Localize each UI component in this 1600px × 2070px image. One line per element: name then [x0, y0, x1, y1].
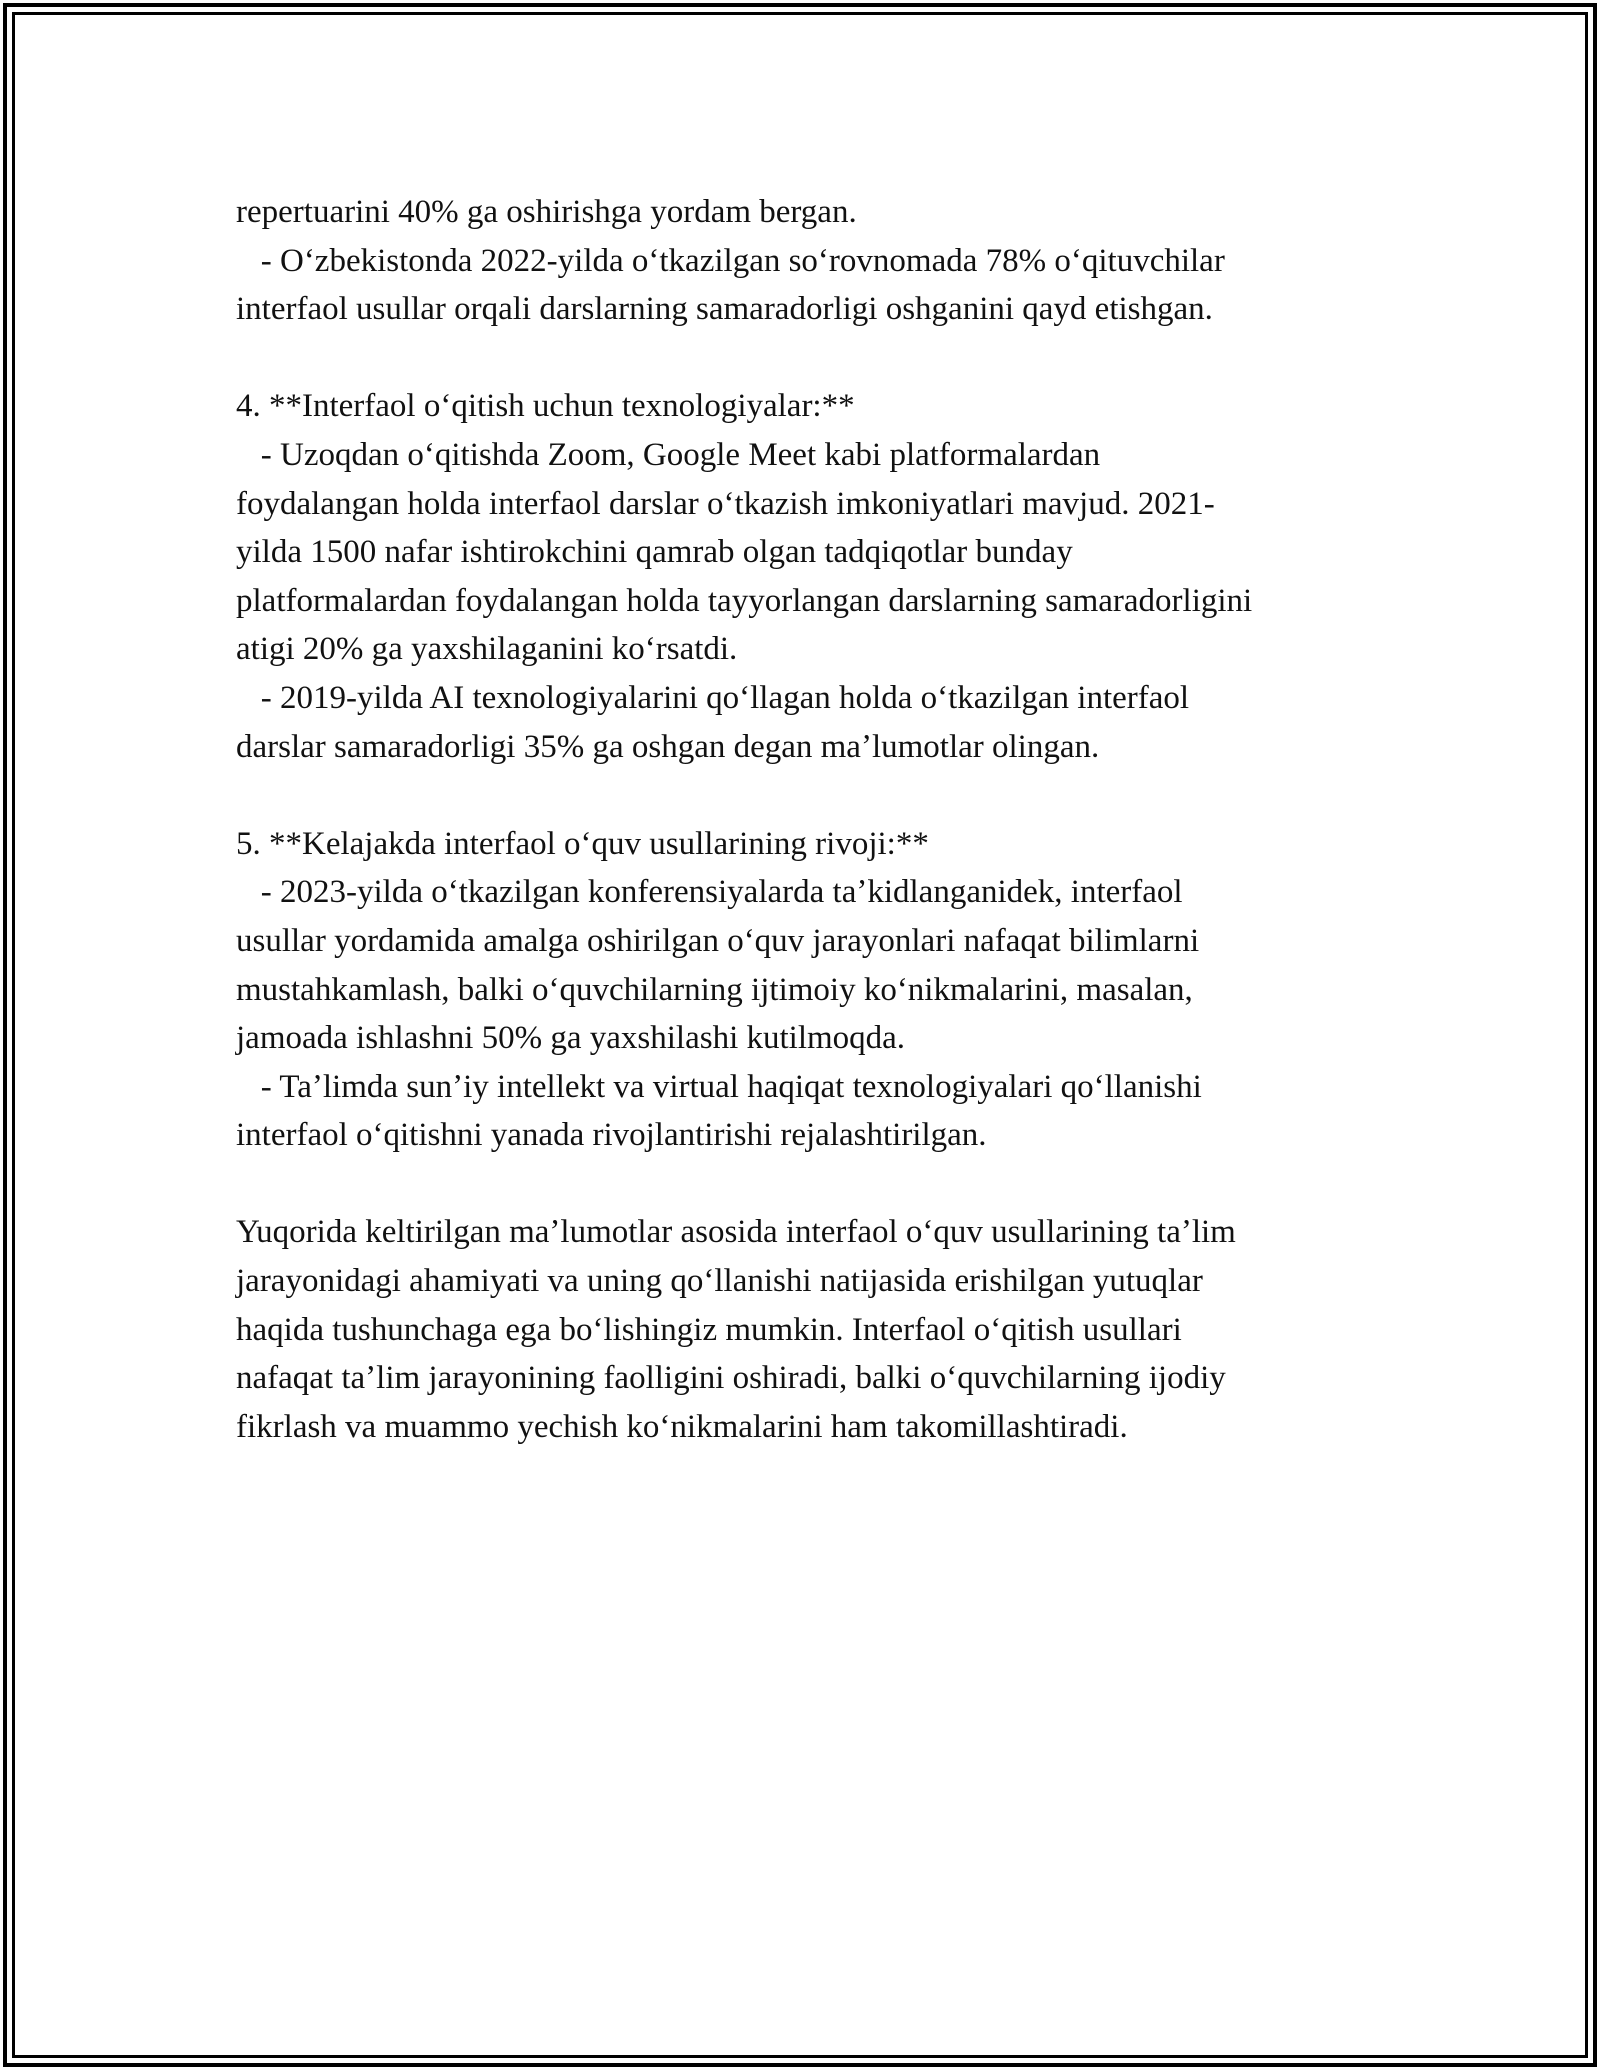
text-line: - 2019-yilda AI texnologiyalarini qoʻllagan holda oʻtkazilgan interfaol [236, 679, 1190, 716]
text-line: - Taʼlimda sunʼiy intellekt va virtual haqiqat texnologiyalari qoʻllanishi [236, 1068, 1202, 1105]
document-body [236, 188, 1426, 1451]
text-line: interfaol oʻqitishni yanada rivojlantirishi rejalashtirilgan. [236, 1117, 987, 1154]
text-line: darslar samaradorligi 35% ga oshgan degan maʼlumotlar olingan. [236, 728, 1100, 765]
text-line: usullar yordamida amalga oshirilgan oʻquv jarayonlari nafaqat bilimlarni [236, 922, 1200, 959]
text-line: Yuqorida keltirilgan maʼlumotlar asosida interfaol oʻquv usullarining taʼlim [236, 1214, 1236, 1251]
text-line: haqida tushunchaga ega boʻlishingiz mumkin. Interfaol oʻqitish usullari [236, 1311, 1182, 1348]
text-line: - 2023-yilda oʻtkazilgan konferensiyalarda taʼkidlanganidek, interfaol [236, 874, 1183, 911]
paragraph-gap [236, 771, 1426, 820]
text-line: - Oʻzbekistonda 2022-yilda oʻtkazilgan soʻrovnomada 78% oʻqituvchilar [236, 242, 1225, 279]
text-line: 5. **Kelajakda interfaol oʻquv usullarining rivoji:** [236, 825, 929, 862]
text-line: atigi 20% ga yaxshilaganini koʻrsatdi. [236, 631, 738, 668]
text-line: yilda 1500 nafar ishtirokchini qamrab olgan tadqiqotlar bunday [236, 534, 1073, 571]
text-line: - Uzoqdan oʻqitishda Zoom, Google Meet kabi platformalardan [236, 436, 1101, 473]
text-line: jarayonidagi ahamiyati va uning qoʻllanishi natijasida erishilgan yutuqlar [236, 1263, 1203, 1300]
text-line: foydalangan holda interfaol darslar oʻtkazish imkoniyatlari mavjud. 2021- [236, 485, 1215, 522]
text-line: nafaqat taʼlim jarayonining faolligini oshiradi, balki oʻquvchilarning ijodiy [236, 1360, 1226, 1397]
text-line: platformalardan foydalangan holda tayyorlangan darslarning samaradorligini [236, 582, 1253, 619]
paragraph-gap [236, 1160, 1426, 1209]
paragraph-gap [236, 334, 1426, 383]
text-line: jamoada ishlashni 50% ga yaxshilashi kutilmoqda. [236, 1020, 906, 1057]
text-line: 4. **Interfaol oʻqitish uchun texnologiyalar:** [236, 388, 855, 425]
text-line: mustahkamlash, balki oʻquvchilarning ijtimoiy koʻnikmalarini, masalan, [236, 971, 1193, 1008]
text-line: interfaol usullar orqali darslarning samaradorligi oshganini qayd etishgan. [236, 291, 1213, 328]
paragraph [236, 1208, 1426, 1451]
paragraph [236, 382, 1426, 771]
text-line: repertuarini 40% ga oshirishga yordam bergan. [236, 194, 857, 230]
text-line: fikrlash va muammo yechish koʻnikmalarini ham takomillashtiradi. [236, 1408, 1128, 1445]
paragraph [236, 820, 1426, 1160]
paragraph [236, 188, 1426, 334]
